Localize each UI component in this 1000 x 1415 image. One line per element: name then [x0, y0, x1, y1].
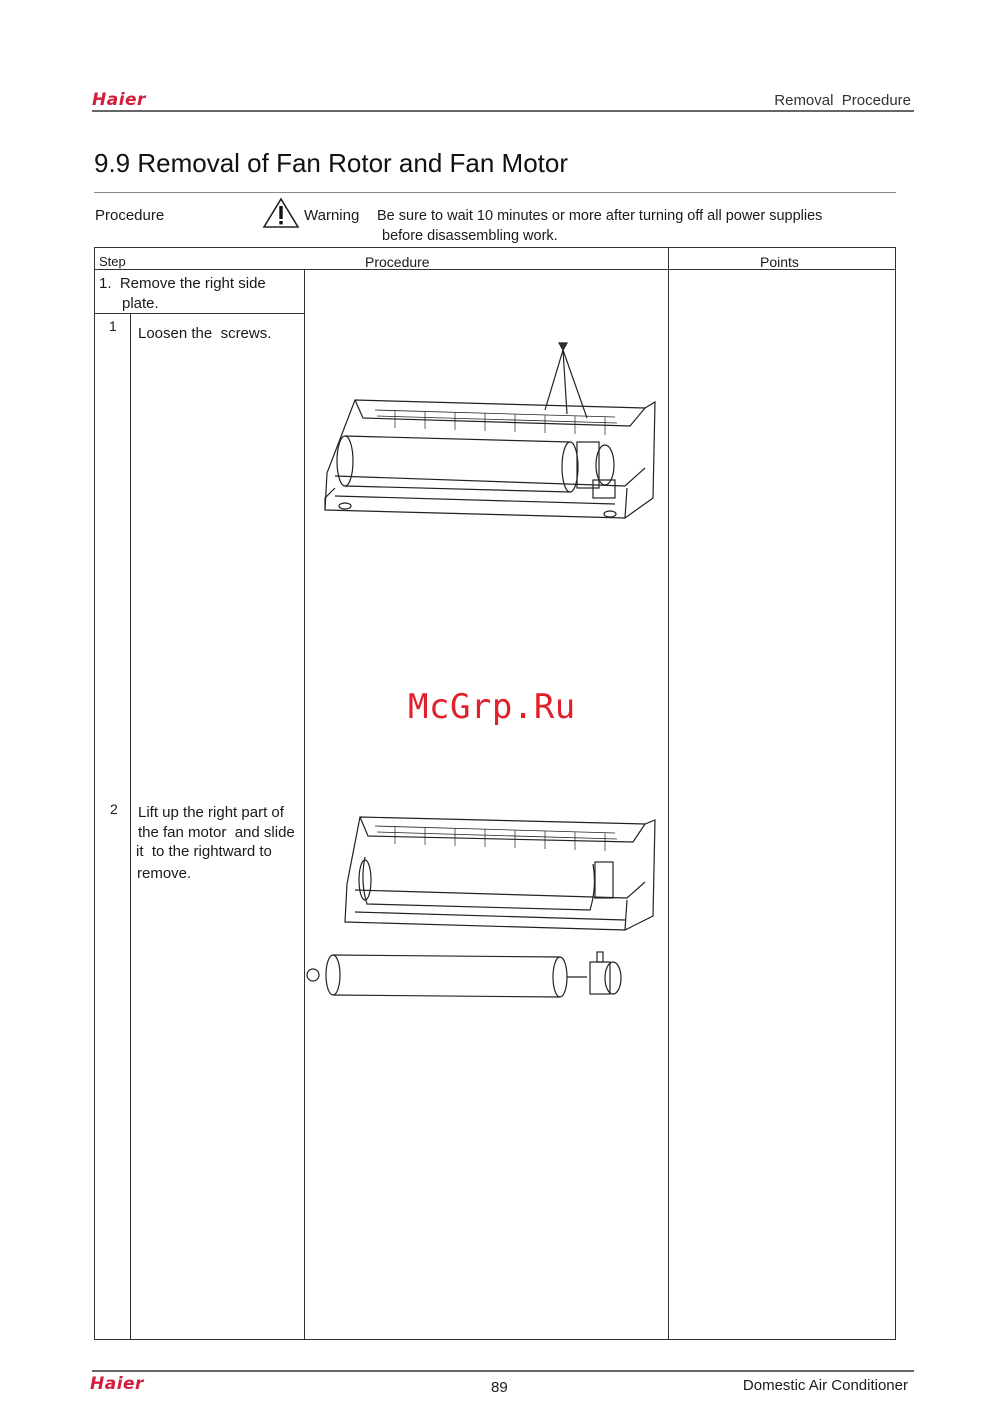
step-2-text-line1: Lift up the right part of: [138, 804, 284, 821]
step-2-text-line2: the fan motor and slide: [138, 824, 295, 841]
table-top-border: [94, 247, 896, 248]
header-section: Removal Procedure: [774, 92, 911, 109]
step-2-text-line3: it to the rightward to: [136, 843, 272, 860]
header-procedure: Procedure: [365, 254, 430, 270]
step-1-text: Loosen the screws.: [138, 325, 272, 342]
title-rule: [94, 192, 896, 193]
table-col-divider-1: [304, 269, 305, 1340]
table-left-border: [94, 247, 95, 1340]
warning-text-line1: Be sure to wait 10 minutes or more after turning off all power supplies: [377, 208, 823, 224]
footer-doc-title: Domestic Air Conditioner: [742, 1377, 908, 1394]
header-logo: Haier: [92, 90, 146, 110]
table-right-border: [895, 247, 896, 1340]
step-number-divider: [130, 313, 131, 1340]
procedure-label: Procedure: [95, 207, 165, 224]
rotor-removal-illustration: [305, 812, 665, 1007]
warning-text-line2: before disassembling work.: [382, 228, 558, 244]
group-title-line1: 1. Remove the right side: [99, 275, 266, 292]
watermark-text: McGrp.Ru: [408, 687, 576, 727]
step-2-text-line4: remove.: [137, 865, 192, 882]
indoor-unit-illustration: [315, 338, 660, 528]
group-title-line2: plate.: [122, 295, 159, 312]
step-2-number: 2: [110, 801, 118, 817]
header-step: Step: [99, 254, 126, 269]
step-1-number: 1: [109, 318, 117, 334]
table-bottom-border: [94, 1339, 896, 1340]
warning-label: Warning: [304, 207, 360, 224]
header-rule: [92, 110, 914, 112]
warning-triangle-icon: [262, 197, 300, 229]
page-number: 89: [491, 1379, 508, 1396]
footer-logo: Haier: [90, 1374, 144, 1394]
header-points: Points: [760, 254, 799, 270]
footer-rule: [92, 1370, 914, 1372]
table-col-divider-2: [668, 247, 669, 1340]
page-title: 9.9 Removal of Fan Rotor and Fan Motor: [94, 148, 569, 178]
